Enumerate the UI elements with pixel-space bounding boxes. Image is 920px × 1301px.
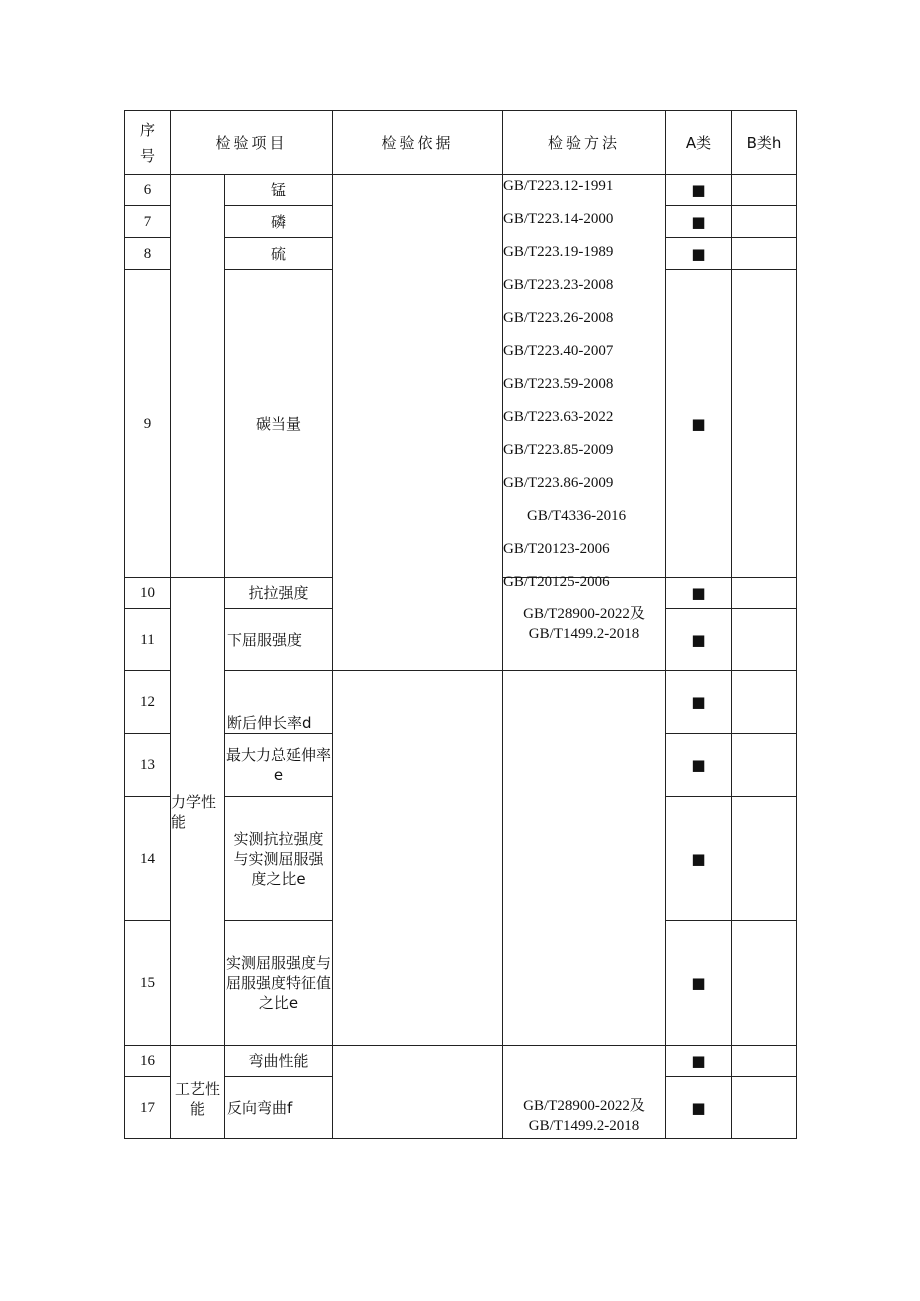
method-line: GB/T4336-2016 (527, 508, 627, 524)
row-item: 反向弯曲f (225, 1077, 333, 1139)
method-line: GB/T1499.2-2018 (528, 1118, 640, 1134)
row-seq: 17 (125, 1077, 171, 1139)
method-line: GB/T223.85-2009 (503, 442, 614, 458)
a-class-mark: ■ (666, 270, 732, 578)
method-line: GB/T20123-2006 (503, 541, 610, 557)
method-line: GB/T223.19-1989 (503, 244, 614, 260)
b-class-cell (732, 671, 797, 734)
table-row (125, 1046, 797, 1077)
row-item: 碳当量 (225, 270, 333, 578)
b-class-cell (732, 206, 797, 238)
b-class-cell (732, 609, 797, 671)
b-class-cell (732, 1046, 797, 1077)
method-line: GB/T223.26-2008 (503, 310, 614, 326)
category-process: 工艺性能 (171, 1046, 225, 1139)
a-class-mark: ■ (666, 578, 732, 609)
b-class-cell (732, 578, 797, 609)
header-b-class: B类h (732, 111, 797, 175)
a-class-mark: ■ (666, 1077, 732, 1139)
a-class-mark: ■ (666, 797, 732, 921)
row-seq: 11 (125, 609, 171, 671)
category-chemical (171, 175, 225, 578)
method-line: GB/T20125-2006 (503, 574, 610, 590)
header-seq: 序号 (125, 111, 171, 175)
a-class-mark: ■ (666, 206, 732, 238)
row-item: 磷 (225, 206, 333, 238)
b-class-cell (732, 270, 797, 578)
method-mechanical-empty (503, 671, 666, 1046)
basis-mechanical (333, 671, 503, 1046)
b-class-cell (732, 921, 797, 1046)
method-line: GB/T223.59-2008 (503, 376, 614, 392)
row-item: 最大力总延伸率e (225, 734, 333, 797)
row-item: 下屈服强度 (225, 609, 333, 671)
method-line: GB/T223.12-1991 (503, 178, 614, 194)
method-line: GB/T223.23-2008 (503, 277, 614, 293)
row-item: 断后伸长率d (225, 671, 333, 734)
row-seq: 10 (125, 578, 171, 609)
row-item: 硫 (225, 238, 333, 270)
row-seq: 15 (125, 921, 171, 1046)
method-line: GB/T223.63-2022 (503, 409, 614, 425)
header-a-class: A类 (666, 111, 732, 175)
category-mechanical: 力学性能 (171, 578, 225, 1046)
row-item: 实测抗拉强度与实测屈服强度之比e (225, 797, 333, 921)
header-item: 检验项目 (171, 111, 333, 175)
chem-method-list (503, 175, 666, 590)
row-item: 抗拉强度 (225, 578, 333, 609)
a-class-mark: ■ (666, 175, 732, 206)
row-seq: 14 (125, 797, 171, 921)
header-method: 检验方法 (503, 111, 666, 175)
a-class-mark: ■ (666, 238, 732, 270)
method-line: GB/T223.14-2000 (503, 211, 614, 227)
row-seq: 6 (125, 175, 171, 206)
a-class-mark: ■ (666, 921, 732, 1046)
header-basis: 检验依据 (333, 111, 503, 175)
row-seq: 12 (125, 671, 171, 734)
inspection-table (124, 110, 797, 1139)
row-seq: 13 (125, 734, 171, 797)
method-line: GB/T223.86-2009 (503, 475, 614, 491)
method-line: GB/T1499.2-2018 (528, 626, 640, 642)
row-item: 锰 (225, 175, 333, 206)
row-seq: 7 (125, 206, 171, 238)
b-class-cell (732, 175, 797, 206)
row-seq: 9 (125, 270, 171, 578)
b-class-cell (732, 1077, 797, 1139)
row-item: 实测屈服强度与屈服强度特征值之比e (225, 921, 333, 1046)
basis-process (333, 1046, 503, 1139)
row-item: 弯曲性能 (225, 1046, 333, 1077)
method-line: GB/T28900-2022及 (523, 606, 645, 622)
b-class-cell (732, 797, 797, 921)
method-line: GB/T223.40-2007 (503, 343, 614, 359)
basis-chemical (333, 175, 503, 671)
process-method (503, 1046, 666, 1139)
a-class-mark: ■ (666, 671, 732, 734)
table-row (125, 175, 797, 206)
row-seq: 8 (125, 238, 171, 270)
b-class-cell (732, 734, 797, 797)
table-row (125, 671, 797, 734)
a-class-mark: ■ (666, 734, 732, 797)
method-line: GB/T28900-2022及 (523, 1098, 645, 1114)
a-class-mark: ■ (666, 1046, 732, 1077)
header-row (125, 111, 797, 175)
row-seq: 16 (125, 1046, 171, 1077)
a-class-mark: ■ (666, 609, 732, 671)
b-class-cell (732, 238, 797, 270)
